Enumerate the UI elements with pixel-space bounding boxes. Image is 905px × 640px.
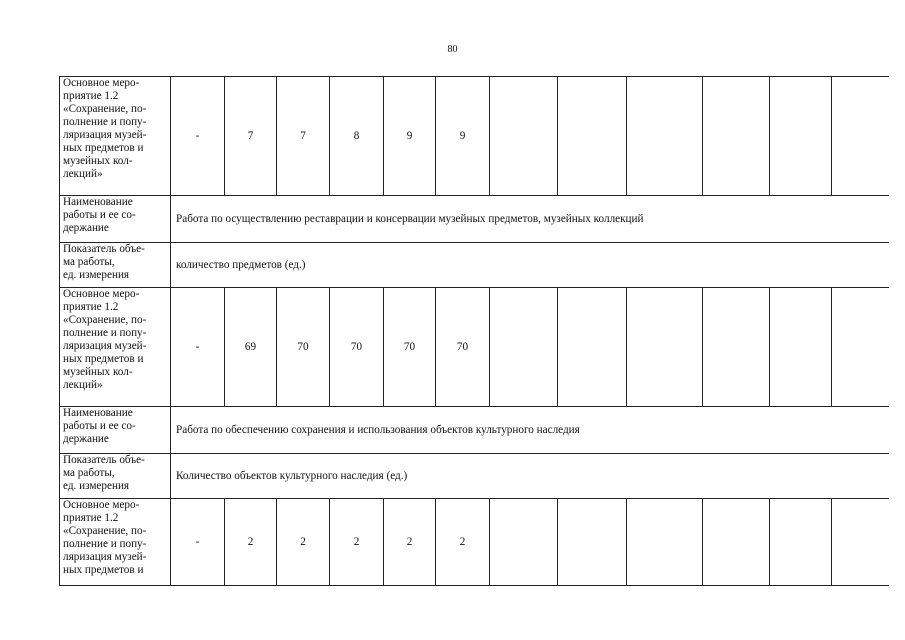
value-cell: 2 — [330, 499, 384, 586]
work-label: Наименование работы и ее со- держание — [60, 407, 171, 454]
value-cell — [703, 77, 770, 196]
value-cell — [627, 77, 703, 196]
activity-row — [60, 288, 889, 407]
activity-label: Основное меро- приятие 1.2 «Сохранение, по- полнение и попу- ляризация музей- ных предметов и музейных кол- лекций» — [60, 288, 171, 407]
indicator-label: Показатель объе- ма работы, ед. измерения — [60, 454, 171, 499]
value-cell: 2 — [225, 499, 277, 586]
value-cell — [490, 288, 558, 407]
page-number: 80 — [447, 44, 458, 55]
program-table — [59, 76, 889, 586]
value-cell — [770, 77, 832, 196]
value-cell: 9 — [436, 77, 490, 196]
activity-row — [60, 499, 889, 586]
value-cell: 70 — [436, 288, 490, 407]
value-cell: 70 — [384, 288, 436, 407]
value-cell — [558, 288, 627, 407]
value-cell: 69 — [225, 288, 277, 407]
indicator-label: Показатель объе- ма работы, ед. измерения — [60, 243, 171, 288]
value-cell — [832, 77, 889, 196]
work-description: Работа по осуществлению реставрации и консервации музейных предметов, музейных коллекций — [171, 196, 889, 243]
indicator-row — [60, 454, 889, 499]
value-cell: 70 — [330, 288, 384, 407]
value-cell — [490, 77, 558, 196]
value-cell: - — [171, 288, 225, 407]
value-cell: 8 — [330, 77, 384, 196]
work-label: Наименование работы и ее со- держание — [60, 196, 171, 243]
value-cell — [627, 499, 703, 586]
activity-row — [60, 77, 889, 196]
value-cell — [770, 288, 832, 407]
value-cell: - — [171, 77, 225, 196]
value-cell: 9 — [384, 77, 436, 196]
activity-label: Основное меро- приятие 1.2 «Сохранение, по- полнение и попу- ляризация музей- ных предметов и музейных кол- лекций» — [60, 77, 171, 196]
work-row — [60, 196, 889, 243]
value-cell — [703, 288, 770, 407]
value-cell — [832, 288, 889, 407]
value-cell: 2 — [277, 499, 330, 586]
value-cell — [490, 499, 558, 586]
indicator-description: количество предметов (ед.) — [171, 243, 889, 288]
value-cell: 7 — [225, 77, 277, 196]
value-cell — [627, 288, 703, 407]
value-cell — [770, 499, 832, 586]
value-cell: 2 — [384, 499, 436, 586]
value-cell — [558, 77, 627, 196]
activity-label: Основное меро- приятие 1.2 «Сохранение, по- полнение и попу- ляризация музей- ных предметов и — [60, 499, 171, 586]
work-description: Работа по обеспечению сохранения и использования объектов культурного наследия — [171, 407, 889, 454]
indicator-row — [60, 243, 889, 288]
value-cell: - — [171, 499, 225, 586]
indicator-description: Количество объектов культурного наследия (ед.) — [171, 454, 889, 499]
value-cell: 2 — [436, 499, 490, 586]
value-cell — [703, 499, 770, 586]
value-cell: 70 — [277, 288, 330, 407]
value-cell — [832, 499, 889, 586]
value-cell: 7 — [277, 77, 330, 196]
work-row — [60, 407, 889, 454]
value-cell — [558, 499, 627, 586]
